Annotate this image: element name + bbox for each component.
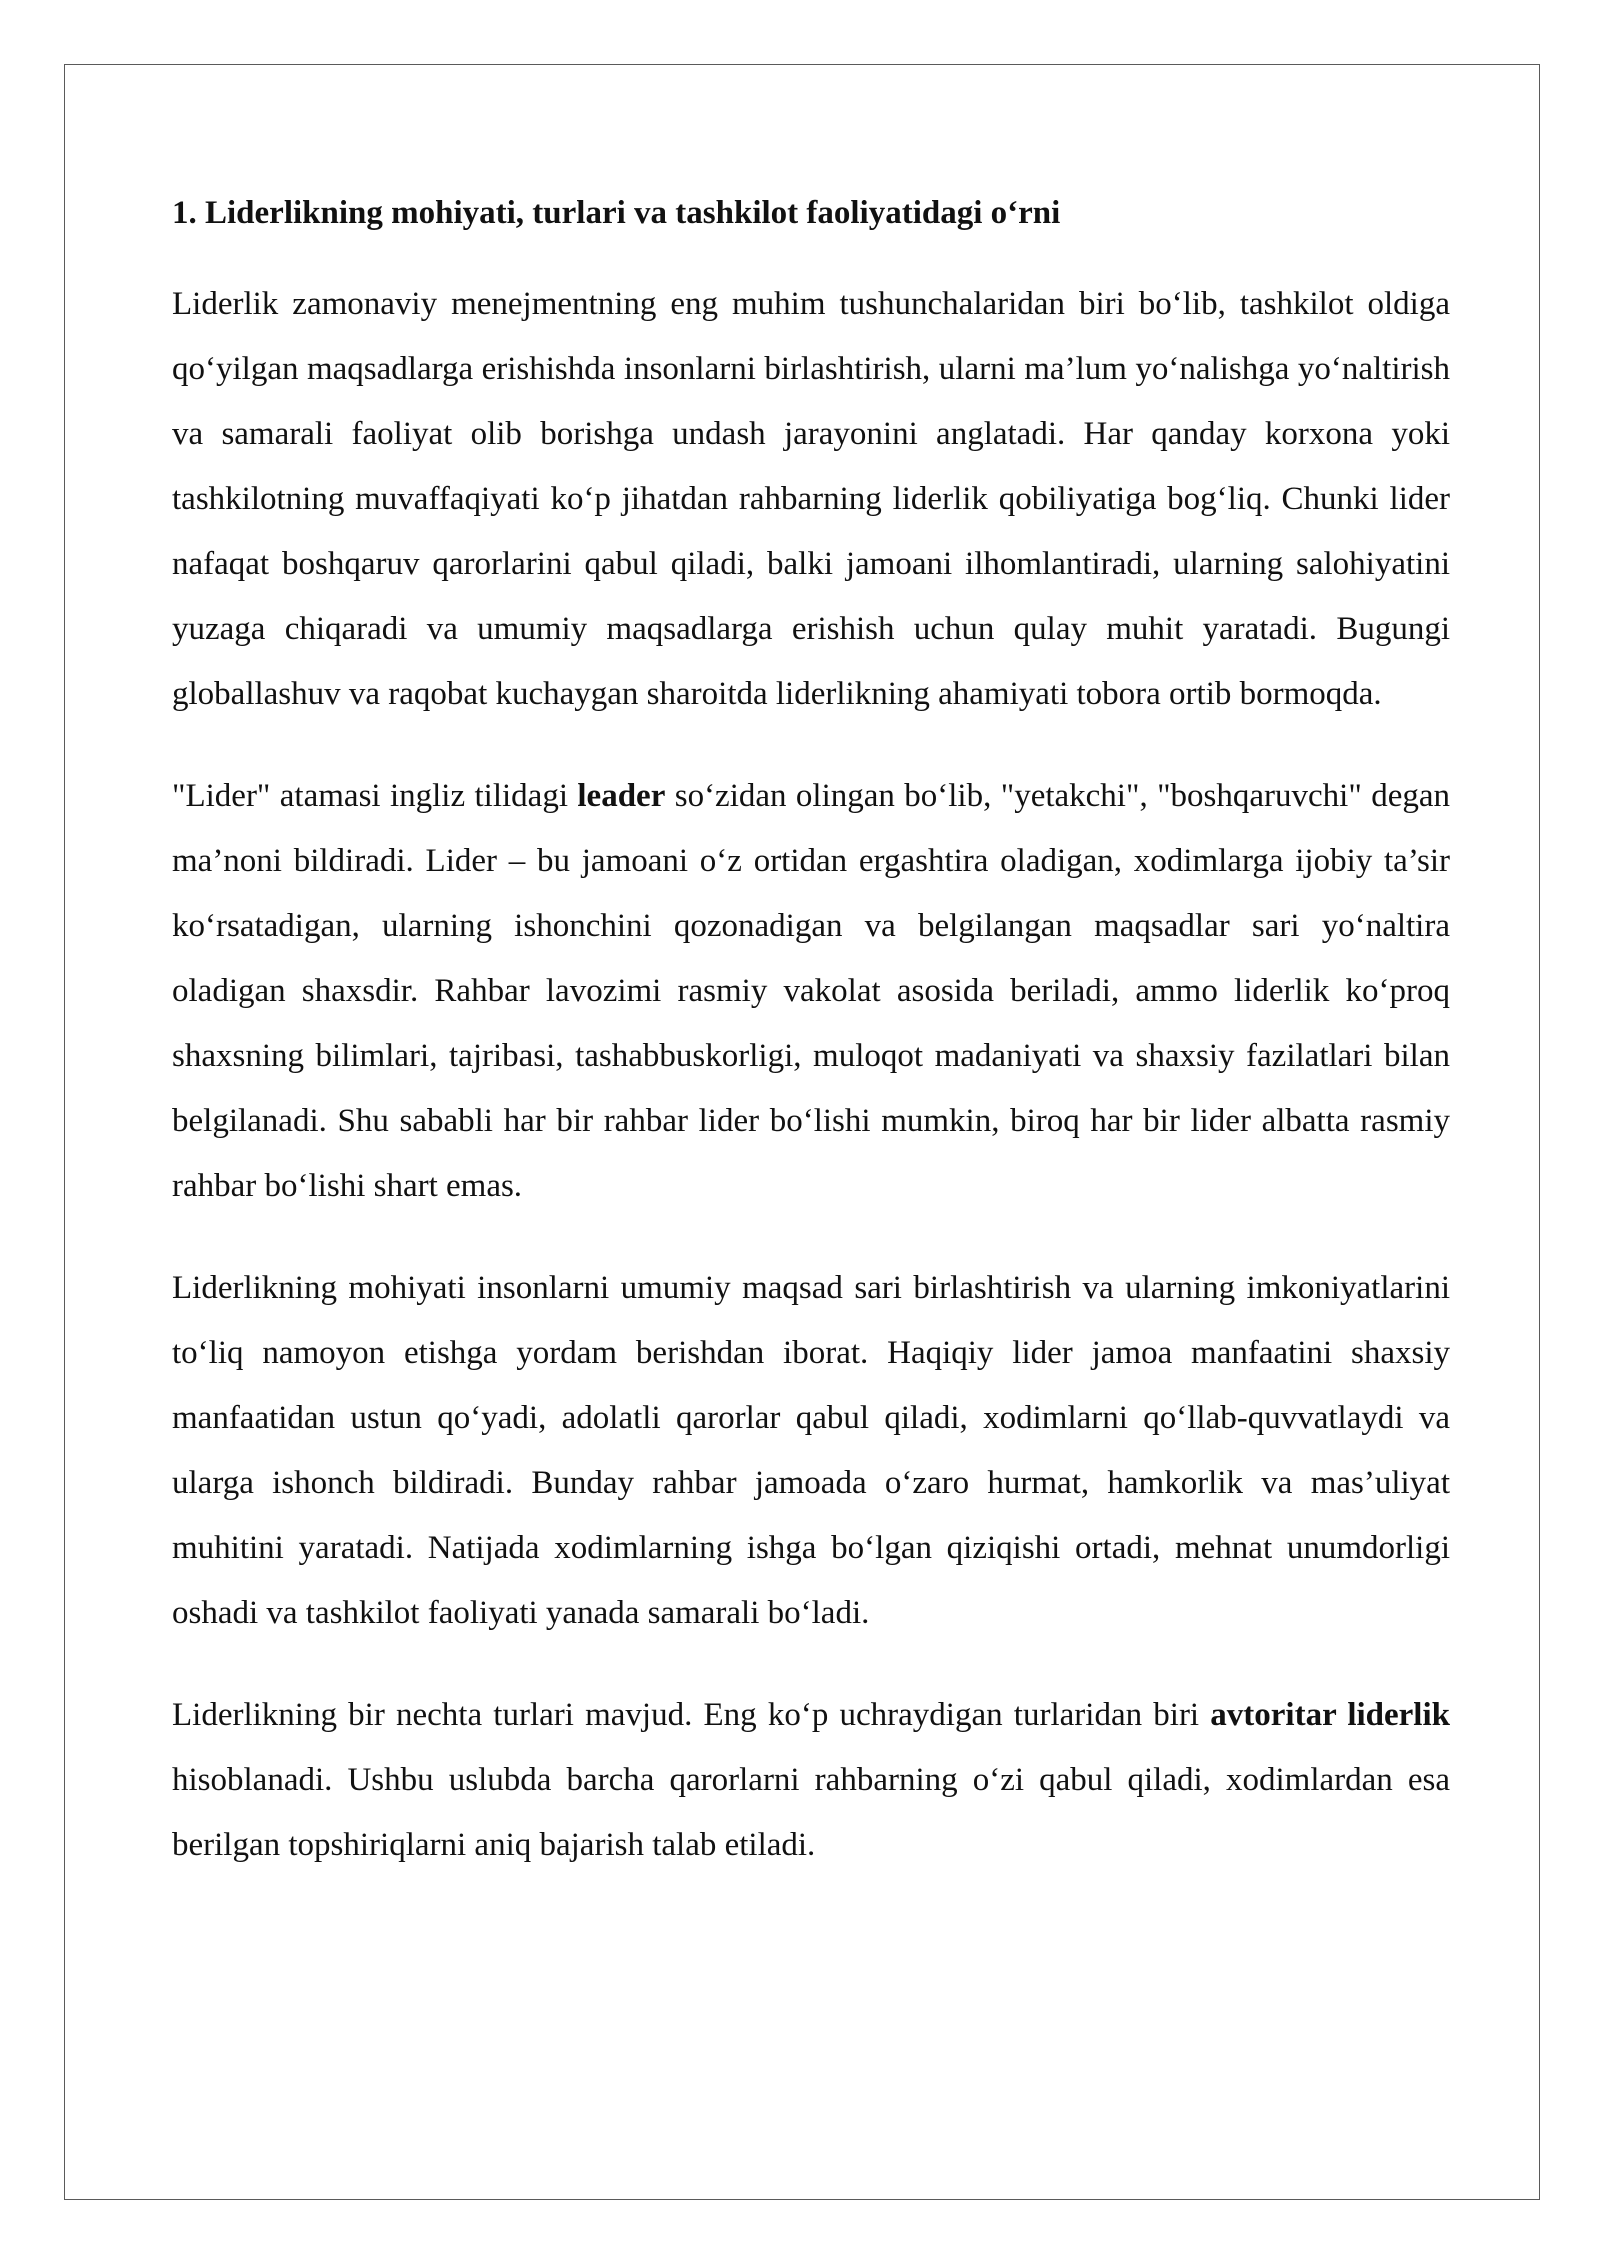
paragraph-3: Liderlikning mohiyati insonlarni umumiy maqsad sari birlashtirish va ularning imkoniyatlarini to‘liq namoyon etishga yordam berishdan iborat. Haqiqiy lider jamoa manfaatini shaxsiy manfaatidan ustun qo‘yadi, adolatli qarorlar qabul qiladi, xodimlarni qo‘llab-quvvatlaydi va ularga ishonch bildiradi. Bunday rahbar jamoada o‘zaro hurmat, hamkorlik va mas’uliyat muhitini yaratadi. Natijada xodimlarning ishga bo‘lgan qiziqishi ortadi, mehnat unumdorligi oshadi va tashkilot faoliyati yanada samarali bo‘ladi.: [172, 1270, 1450, 1631]
paragraph-4: [172, 1683, 1450, 1878]
section-heading: 1. Liderlikning mohiyati, turlari va tashkilot faoliyatidagi o‘rni: [172, 195, 1061, 231]
term-leader: leader: [577, 778, 666, 814]
paragraph-4-text-start: Liderlikning bir nechta turlari mavjud. Eng ko‘p uchraydigan turlaridan biri: [172, 1697, 1211, 1733]
document-body: [172, 186, 1450, 1878]
paragraph-1: Liderlik zamonaviy menejmentning eng muhim tushunchalaridan biri bo‘lib, tashkilot oldiga qo‘yilgan maqsadlarga erishishda insonlarni birlashtirish, ularni ma’lum yo‘nalishga yo‘naltirish va samarali faoliyat olib borishga undash jarayonini anglatadi. Har qanday korxona yoki tashkilotning muvaffaqiyati ko‘p jihatdan rahbarning liderlik qobiliyatiga bog‘liq. Chunki lider nafaqat boshqaruv qarorlarini qabul qiladi, balki jamoani ilhomlantiradi, ularning salohiyatini yuzaga chiqaradi va umumiy maqsadlarga erishish uchun qulay muhit yaratadi. Bugungi globallashuv va raqobat kuchaygan sharoitda liderlikning ahamiyati tobora ortib bormoqda.: [172, 286, 1450, 712]
paragraph-4-text-end: hisoblanadi. Ushbu uslubda barcha qarorlarni rahbarning o‘zi qabul qiladi, xodimlardan esa berilgan topshiriqlarni aniq bajarish talab etiladi.: [172, 1762, 1450, 1863]
term-avtoritar-liderlik: avtoritar liderlik: [1210, 1697, 1450, 1733]
paragraph-2-text-start: "Lider" atamasi ingliz tilidagi: [172, 778, 578, 814]
paragraph-2-text-end: so‘zidan olingan bo‘lib, "yetakchi", "boshqaruvchi" degan ma’noni bildiradi. Lider – bu jamoani o‘z ortidan ergashtira oladigan, xodimlarga ijobiy ta’sir ko‘rsatadigan, ularning ishonchini qozonadigan va belgilangan maqsadlar sari yo‘naltira oladigan shaxsdir. Rahbar lavozimi rasmiy vakolat asosida beriladi, ammo liderlik ko‘proq shaxsning bilimlari, tajribasi, tashabbuskorligi, muloqot madaniyati va shaxsiy fazilatlari bilan belgilanadi. Shu sababli har bir rahbar lider bo‘lishi mumkin, biroq har bir lider albatta rasmiy rahbar bo‘lishi shart emas.: [172, 778, 1450, 1204]
paragraph-2: [172, 764, 1450, 1219]
